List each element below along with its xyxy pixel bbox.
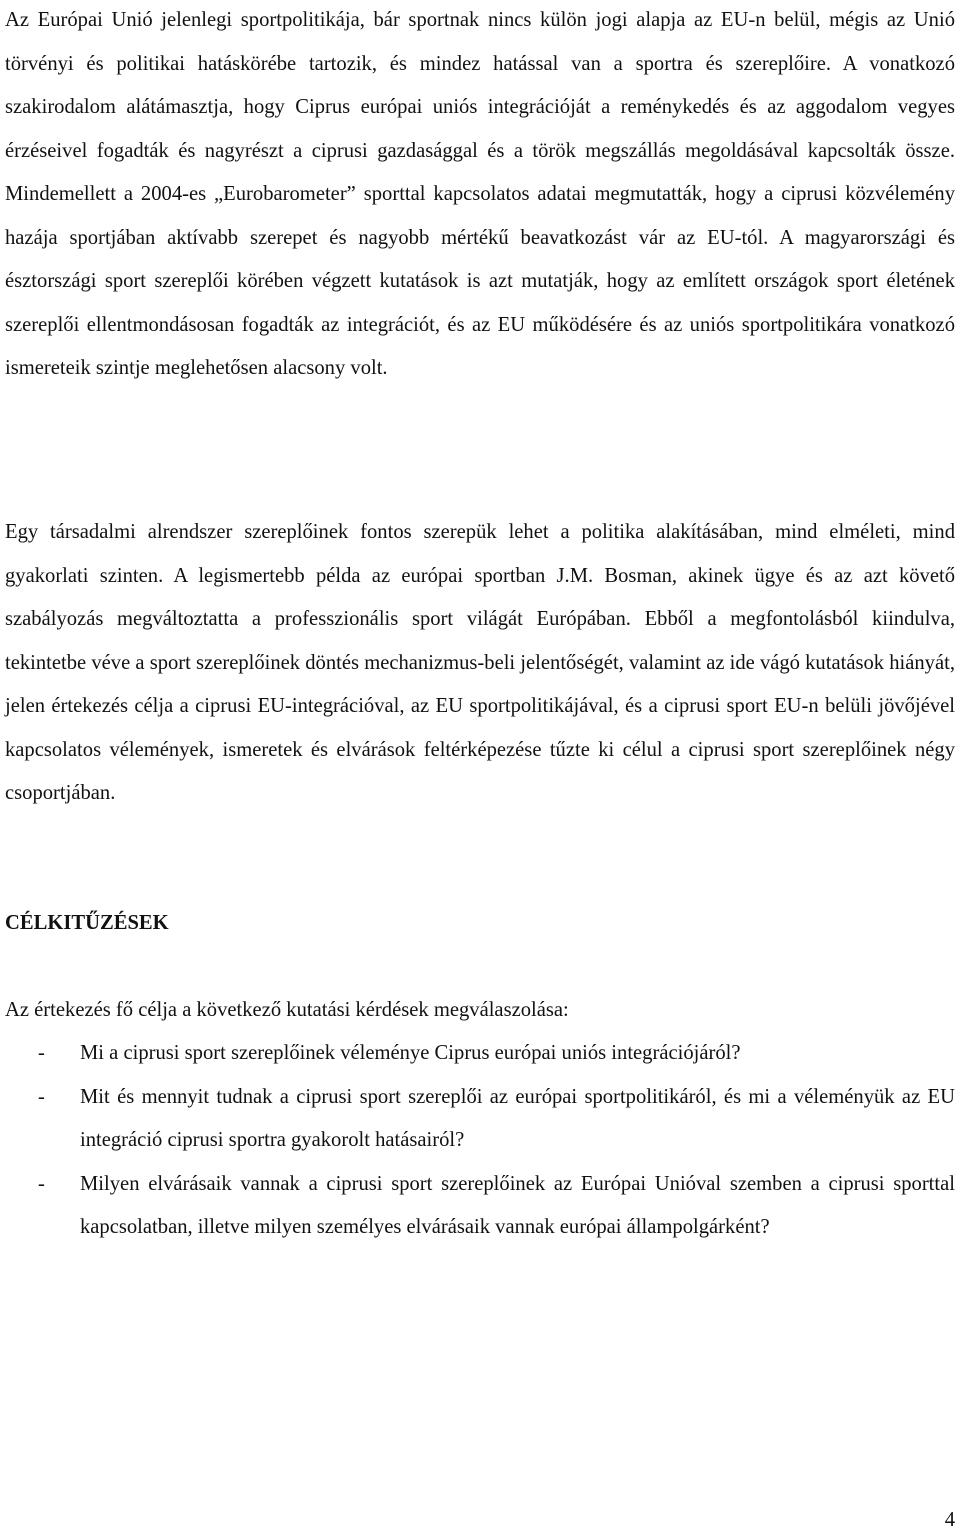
section-heading: CÉLKITŰZÉSEK bbox=[5, 912, 169, 934]
question-text: Milyen elvárásaik vannak a ciprusi sport szereplőinek az Európai Unióval szemben a ciprusi sporttal kapcsolatban, illetve milyen személyes elvárásaik vannak európai állampolgárként? bbox=[80, 1172, 955, 1238]
page-number: 4 bbox=[944, 1509, 955, 1531]
list-item bbox=[5, 1163, 955, 1250]
question-text: Mit és mennyit tudnak a ciprusi sport szereplői az európai sportpolitikáról, és mi a véleményük az EU integráció ciprusi sportra gyakorolt hatásairól? bbox=[80, 1085, 955, 1151]
list-item bbox=[5, 1032, 955, 1076]
paragraph-research-aim: Egy társadalmi alrendszer szereplőinek fontos szerepük lehet a politika alakításában, mind elméleti, mind gyakorlati szinten. A legismertebb példa az európai sportban J.M. Bosman, akinek ügye és az azt követő szabályozás megváltoztatta a professzionális sport világát Európában. Ebből a megfontolásból kiindulva, tekintetbe véve a sport szereplőinek döntés mechanizmus-beli jelentőségét, valamint az ide vágó kutatások hiányát, jelen értekezés célja a ciprusi EU-integrációval, az EU sportpolitikájával, és a ciprusi sport EU-n belüli jövőjével kapcsolatos vélemények, ismeretek és elvárások feltérképezése tűzte ki célul a ciprusi sport szereplőinek négy csoportjában. bbox=[5, 521, 955, 804]
list-bullet: - bbox=[38, 1042, 45, 1064]
list-bullet: - bbox=[38, 1172, 45, 1195]
list-bullet: - bbox=[38, 1085, 45, 1108]
paragraph-eu-sport-policy: Az Európai Unió jelenlegi sportpolitikája, bár sportnak nincs külön jogi alapja az EU-n belül, mégis az Unió törvényi és politikai hatáskörébe tartozik, és mindez hatással van a sportra és szereplőire. A vonatkozó szakirodalom alátámasztja, hogy Ciprus európai uniós integrációját a reménykedés és az aggodalom vegyes érzéseivel fogadták és nagyrészt a ciprusi gazdasággal és a török megszállás megoldásával kapcsolták össze. Mindemellett a 2004-es „Eurobarometer” sporttal kapcsolatos adatai megmutatták, hogy a ciprusi közvélemény hazája sportjában aktívabb szerepet és nagyobb mértékű beavatkozást vár az EU-tól. A magyarországi és észtországi sport szereplői körében végzett kutatások is azt mutatják, hogy az említett országok sport életének szereplői ellentmondásosan fogadták az integrációt, és az EU működésére és az uniós sportpolitikára vonatkozó ismereteik szintje meglehetősen alacsony volt. bbox=[5, 9, 955, 379]
section-intro: Az értekezés fő célja a következő kutatási kérdések megválaszolása: bbox=[5, 999, 569, 1021]
research-questions-list bbox=[5, 1032, 955, 1250]
question-text: Mi a ciprusi sport szereplőinek véleménye Ciprus európai uniós integrációjáról? bbox=[80, 1042, 741, 1064]
list-item bbox=[5, 1076, 955, 1163]
